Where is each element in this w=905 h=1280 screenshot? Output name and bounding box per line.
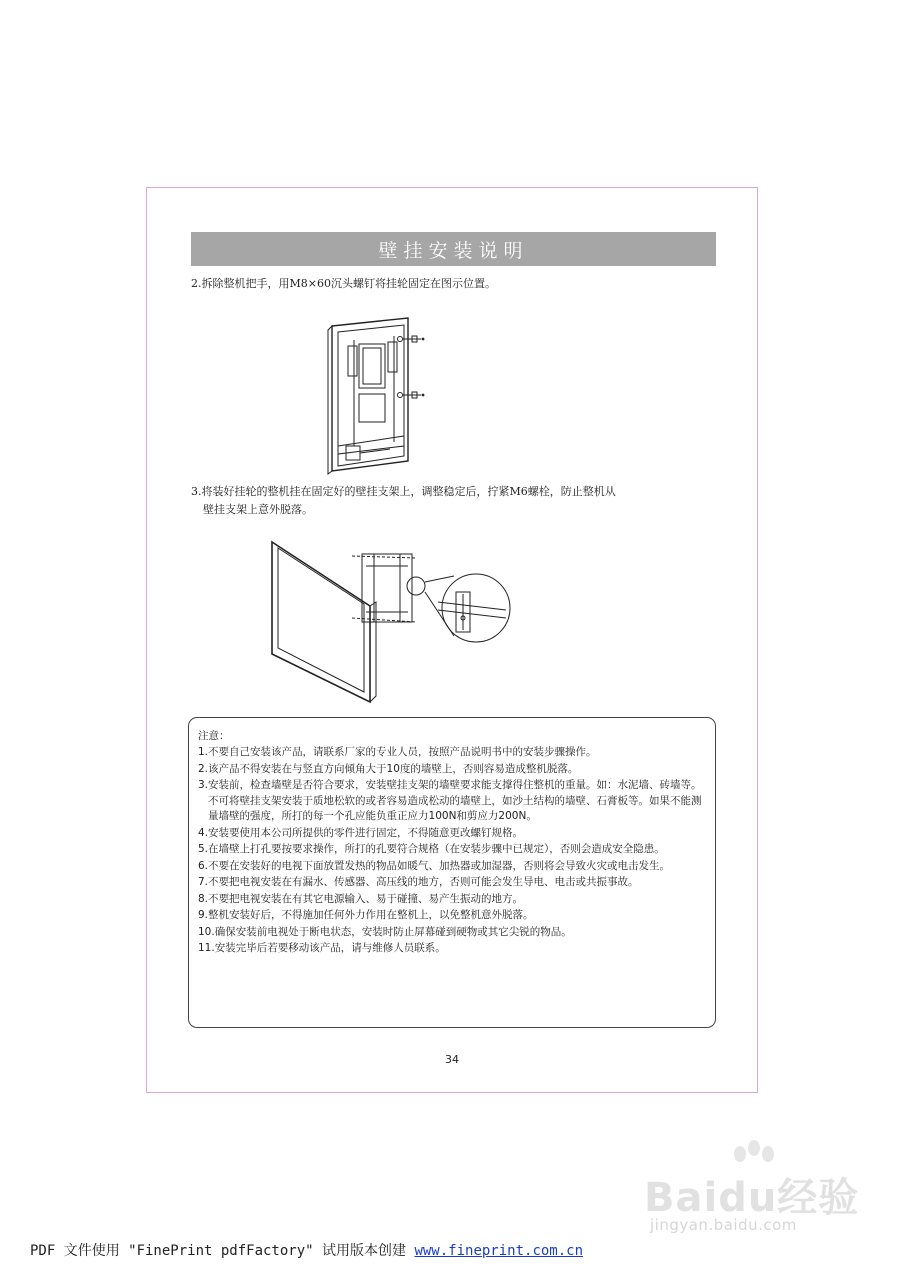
note-text: 在墙壁上打孔要按要求操作，所打的孔要符合规格（在安装步骤中已规定），否则会造成安全隐患。 (208, 843, 665, 855)
footer-text: PDF 文件使用 "FinePrint pdfFactory" 试用版本创建 (30, 1243, 415, 1259)
pdf-footer (30, 1240, 583, 1260)
note-item (198, 941, 709, 957)
note-text: 确保安装前电视处于断电状态，安装时防止屏幕碰到硬物或其它尖锐的物品。 (214, 925, 572, 938)
note-item (198, 762, 709, 778)
page-number: 34 (445, 1053, 459, 1066)
note-item (198, 859, 709, 875)
baidu-watermark (636, 1140, 866, 1244)
note-text: 整机安装好后，不得施加任何外力作用在整机上，以免整机意外脱落。 (208, 909, 534, 921)
note-text: 不要把电视安装在有其它电源输入、易于碰撞、易产生振动的地方。 (208, 892, 524, 905)
note-text: 不要自己安装该产品，请联系厂家的专业人员，按照产品说明书中的安装步骤操作。 (208, 746, 597, 758)
note-item (198, 892, 709, 908)
note-number: 4. (198, 826, 209, 839)
note-item (198, 925, 709, 941)
note-number: 8. (198, 892, 209, 905)
note-number: 1. (198, 746, 209, 758)
note-item (198, 778, 709, 825)
note-number: 10. (198, 925, 215, 938)
note-text: 不要把电视安装在有漏水、传感器、高压线的地方，否则可能会发生导电、电击或共振事故。 (208, 876, 639, 888)
step-2-text: 2.拆除整机把手，用M8×60沉头螺钉将挂轮固定在图示位置。 (191, 277, 496, 290)
note-text: 不要在安装好的电视下面放置发热的物品如暖气、加热器或加湿器，否则将会导致火灾或电击发生。 (208, 859, 671, 872)
note-item (198, 842, 709, 858)
note-item (198, 875, 709, 891)
watermark-brand: Baidu经验 (644, 1175, 860, 1221)
note-text: 安装要使用本公司所提供的零件进行固定，不得随意更改螺钉规格。 (208, 826, 524, 839)
note-item (198, 745, 709, 761)
note-text: 该产品不得安装在与竖直方向倾角大于10度的墙壁上，否则容易造成整机脱落。 (208, 762, 579, 775)
notes-panel (188, 717, 716, 1028)
note-item (198, 826, 709, 842)
note-number: 5. (198, 843, 209, 855)
footer-link[interactable]: www.fineprint.com.cn (414, 1243, 584, 1259)
page-title: 壁挂安装说明 (191, 232, 716, 266)
note-number: 2. (198, 762, 209, 775)
note-number: 3. (198, 779, 209, 791)
note-number: 7. (198, 876, 209, 888)
notes-title: 注意： (198, 730, 230, 742)
note-number: 6. (198, 859, 209, 872)
note-text: 安装前，检查墙壁是否符合要求，安装壁挂支架的墙壁要求能支撑得住整机的重量。如：水泥墙、砖墙等。不可将壁挂支架安装于质地松软的或者容易造成松动的墙壁上，如沙土结构的墙壁、石膏板等。如果不能测量墙壁的强度，所打的每一个孔应能负重正应力100N和剪应力200N。 (208, 779, 702, 822)
tv-wall-mount-figure (266, 536, 514, 706)
note-text: 安装完毕后若要移动该产品，请与维修人员联系。 (214, 942, 446, 954)
note-number: 9. (198, 909, 209, 921)
note-item (198, 908, 709, 924)
step-3-text-line1: 3.将装好挂轮的整机挂在固定好的壁挂支架上，调整稳定后，拧紧M6螺栓，防止整机从 (191, 485, 616, 498)
note-number: 11. (198, 942, 215, 954)
tv-back-bracket-figure (318, 296, 440, 481)
step-3-text-line2: 壁挂支架上意外脱落。 (203, 503, 313, 516)
watermark-url: jingyan.baidu.com (650, 1216, 797, 1234)
